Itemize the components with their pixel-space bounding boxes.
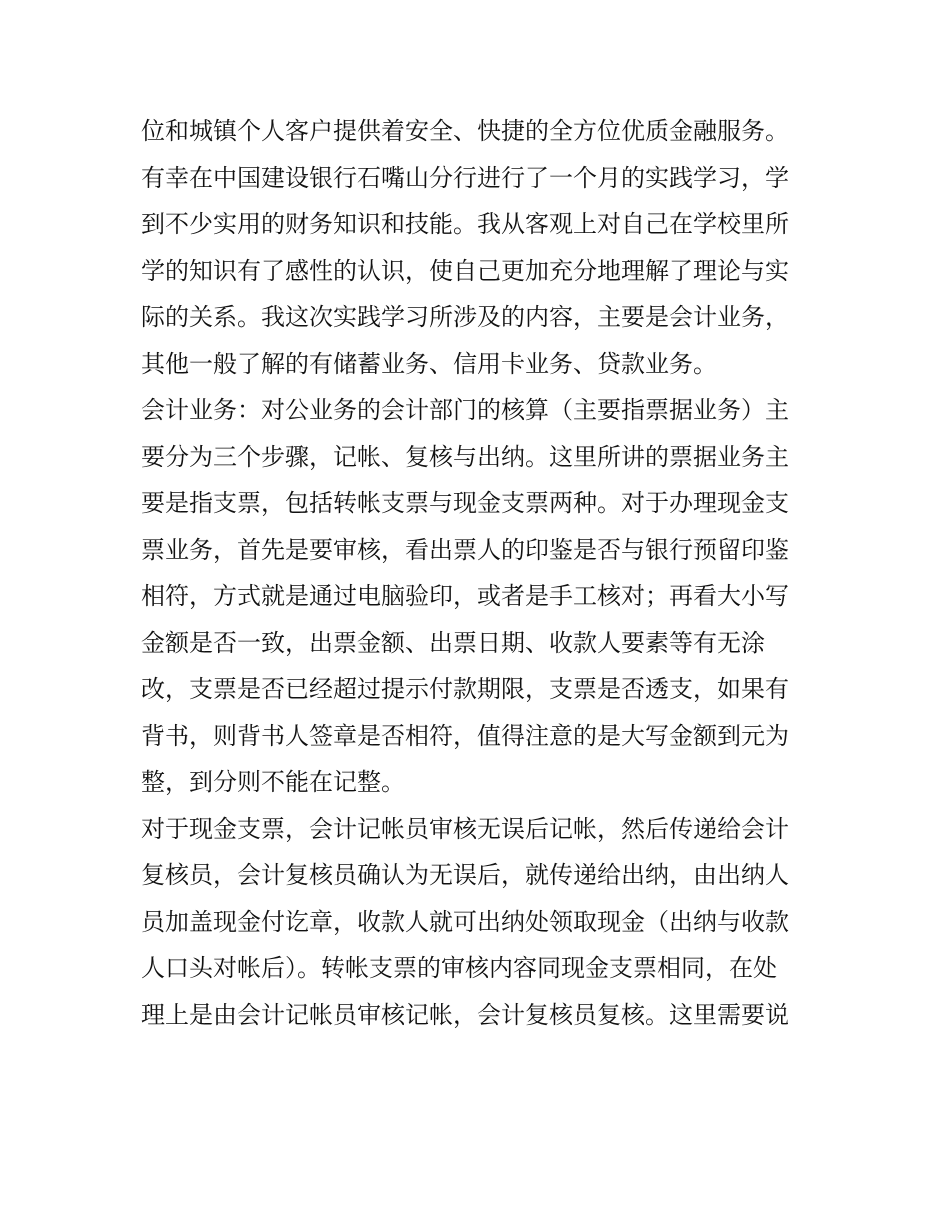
text-line-15: 整，到分则不能在记整。 xyxy=(141,768,405,796)
text-line-11: 相符，方式就是通过电脑验印，或者是手工核对；再看大小写 xyxy=(141,582,789,610)
text-line-14: 背书，则背书人签章是否相符，值得注意的是大写金额到元为 xyxy=(141,721,789,750)
text-line-7: 会计业务：对公业务的会计部门的核算（主要指票据业务）主 xyxy=(141,396,789,424)
text-line-13: 改，支票是否已经超过提示付款期限，支票是否透支，如果有 xyxy=(141,675,789,703)
text-line-19: 人口头对帐后）。转帐支票的审核内容同现金支票相同，在处 xyxy=(141,954,777,982)
text-line-6: 其他一般了解的有储蓄业务、信用卡业务、贷款业务。 xyxy=(141,349,717,378)
body-text xyxy=(141,108,821,1038)
text-line-8: 要分为三个步骤，记帐、复核与出纳。这里所讲的票据业务主 xyxy=(141,442,789,471)
text-line-1: 位和城镇个人客户提供着安全、快捷的全方位优质金融服务。 xyxy=(141,117,789,145)
text-line-12: 金额是否一致，出票金额、出票日期、收款人要素等有无涂 xyxy=(141,628,765,657)
text-line-18: 员加盖现金付讫章，收款人就可出纳处领取现金（出纳与收款 xyxy=(141,907,789,936)
text-line-3: 到不少实用的财务知识和技能。我从客观上对自己在学校里所 xyxy=(141,210,789,238)
text-line-16: 对于现金支票，会计记帐员审核无误后记帐，然后传递给会计 xyxy=(141,814,789,843)
text-line-4: 学的知识有了感性的认识，使自己更加充分地理解了理论与实 xyxy=(141,256,789,285)
text-line-20: 理上是由会计记帐员审核记帐，会计复核员复核。这里需要说 xyxy=(141,1000,789,1029)
text-line-17: 复核员，会计复核员确认为无误后，就传递给出纳，由出纳人 xyxy=(141,861,789,889)
text-line-2: 有幸在中国建设银行石嘴山分行进行了一个月的实践学习，学 xyxy=(141,163,789,192)
text-line-10: 票业务，首先是要审核，看出票人的印鉴是否与银行预留印鉴 xyxy=(141,535,789,564)
text-line-9: 要是指支票，包括转帐支票与现金支票两种。对于办理现金支 xyxy=(141,489,789,517)
text-line-5: 际的关系。我这次实践学习所涉及的内容，主要是会计业务， xyxy=(141,303,789,331)
